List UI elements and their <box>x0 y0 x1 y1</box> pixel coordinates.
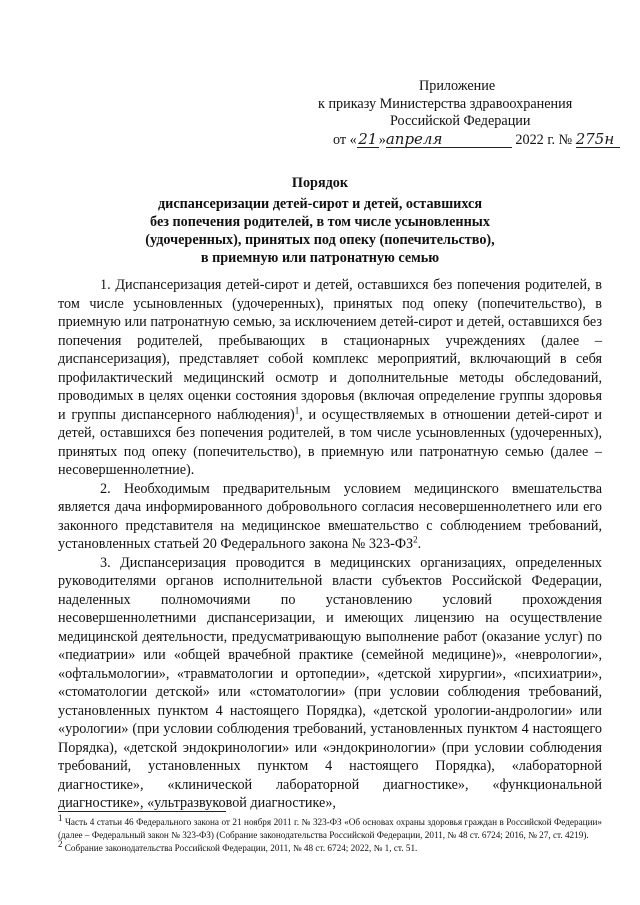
footnote-mark-1: 1 <box>58 812 63 823</box>
title-line: без попечения родителей, в том числе усыновленных <box>150 214 490 230</box>
footnotes <box>58 812 602 856</box>
title-line: (удочеренных), принятых под опеку (попечительство), <box>145 232 495 248</box>
title-heading: Порядок <box>291 175 349 191</box>
document-body <box>58 276 602 813</box>
paragraph-2 <box>58 480 602 554</box>
title-line: в приемную или патронатную семью <box>200 250 440 266</box>
footnote-1 <box>58 812 602 841</box>
handwritten-number: 275н <box>576 132 620 148</box>
footnote-divider <box>58 811 226 812</box>
date-prefix: от « <box>333 131 357 148</box>
paragraph-2-text: 2. Необходимым предварительным условием медицинского вмешательства является дача информированного добровольного согласия несовершеннолетнего или его законного представителя на медицинское вмешательство с соблюдением требований, установленных статьей 20 Федерального закона № 323-ФЗ <box>58 480 602 552</box>
footnote-ref-1: 1 <box>294 404 300 415</box>
paragraph-1-text-cont: , и осуществляемых в отношении детей-сирот и детей, оставшихся без попечения родителей, в том числе усыновленных (удочеренных), принятых под опеку (попечительство), в приемную или патронатную семью (далее – несовершеннолетние). <box>58 406 602 478</box>
handwritten-month: апреля <box>386 132 512 148</box>
document-title <box>60 174 580 267</box>
paragraph-3: 3. Диспансеризация проводится в медицинских организациях, определенных руководителями органов исполнительной власти субъектов Российской Федерации, наделенных полномочиями по установлению условий прохождения несовершеннолетними диспансеризации, и имеющих лицензию на осуществление медицинской деятельности, предусматривающую выполнение работ (оказание услуг) по «педиатрии» или «общей врачебной практике (семейной медицине)», «неврологии», «офтальмологии», «травматологии и ортопедии», «детской хирургии», «психиатрии», «стоматологии детской» или «стоматологии» (при условии соблюдения требований, установленных пунктом 4 настоящего Порядка), «детской урологии-андрологии» или «урологии» (при условии соблюдения требований, установленных пунктом 4 настоящего Порядка), «детской эндокринологии» или «эндокринологии» (при условии соблюдения требований, установленных пунктом 4 настоящего Порядка), «лабораторной диагностике», «клинической лабораторной диагностике», «функциональной диагностике», «ультразвуковой диагностике», <box>58 554 602 811</box>
paragraph-2-text-cont: . <box>417 536 422 552</box>
footnote-2 <box>58 838 602 855</box>
appendix-order-ref: к приказу Министерства здравоохранения <box>318 95 573 112</box>
footnote-ref-2: 2 <box>413 534 418 545</box>
appendix-date-line <box>318 129 618 150</box>
footnote-mark-2: 2 <box>58 838 63 849</box>
date-mid: » <box>378 131 386 148</box>
date-year: 2022 г. № <box>515 131 573 148</box>
paragraph-1 <box>58 276 602 480</box>
appendix-title: Приложение <box>419 78 496 94</box>
footnote-1-text: Часть 4 статьи 46 Федерального закона от 21 ноября 2011 г. № 323-ФЗ «Об основах охраны здоровья граждан в Российской Федерации» (далее – Федеральный закон № 323-ФЗ) (Собрание законодательства Российской Федерации, 2011, № 48 ст. 6724; 2016, № 27, ст. 4219). <box>58 817 602 840</box>
handwritten-day: 21 <box>358 129 378 148</box>
paragraph-1-text: 1. Диспансеризация детей-сирот и детей, оставшихся без попечения родителей, в том числе усыновленных (удочеренных), принятых под опеку (попечительство), в приемную или патронатную семью, за исключением детей-сирот и детей, оставшихся без попечения родителей, пребывающих в стационарных учреждениях (далее – диспансеризация), представляет собой комплекс мероприятий, включающий в себя профилактический медицинский осмотр и дополнительные методы обследований, проводимых в целях оценки состояния здоровья (включая определение группы здоровья и группы диспансерного наблюдения) <box>58 277 602 423</box>
appendix-ministry: Российской Федерации <box>390 113 531 129</box>
title-line: диспансеризации детей-сирот и детей, оставшихся <box>157 196 483 212</box>
appendix-header <box>318 78 618 149</box>
footnote-2-text: Собрание законодательства Российской Федерации, 2011, № 48 ст. 6724; 2022, № 1, ст. 51. <box>62 843 418 853</box>
